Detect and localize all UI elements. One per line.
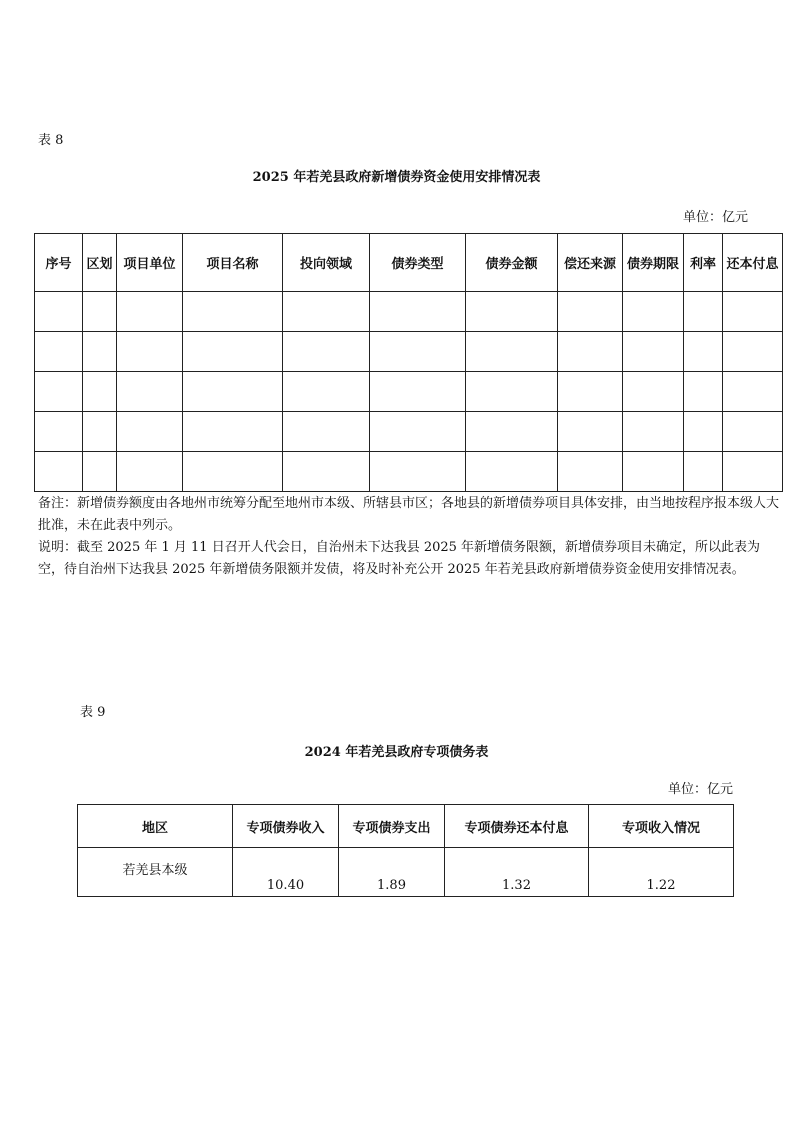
table-cell [723,332,783,372]
table-cell [117,372,183,412]
table-cell [183,372,283,412]
table-cell [466,412,558,452]
table-cell [83,372,117,412]
header-region: 地区 [78,805,233,848]
table-cell [623,292,684,332]
table-cell [117,412,183,452]
table-cell [35,452,83,492]
table-cell [684,412,723,452]
table-cell [35,412,83,452]
cell-repayment: 1.32 [445,848,589,897]
table-cell [83,332,117,372]
table-cell [117,452,183,492]
header-project-unit: 项目单位 [117,234,183,292]
table-cell [283,412,370,452]
table8-label: 表 8 [38,133,64,148]
table-cell [623,332,684,372]
table-cell [283,372,370,412]
table-row [35,452,783,492]
header-interest-rate: 利率 [684,234,723,292]
cell-region: 若羌县本级 [78,848,233,897]
table-cell [558,292,623,332]
table-cell [623,452,684,492]
cell-special-income: 1.22 [589,848,734,897]
table-cell [466,372,558,412]
table-cell [723,452,783,492]
table-cell [370,412,466,452]
table-row [78,848,734,897]
table-cell [370,332,466,372]
table-row [35,372,783,412]
table-cell [723,412,783,452]
header-investment-field: 投向领域 [283,234,370,292]
table-cell [684,332,723,372]
table-cell [183,412,283,452]
header-special-bond-expenditure: 专项债券支出 [339,805,445,848]
table-cell [35,292,83,332]
table-cell [558,452,623,492]
header-bond-amount: 债券金额 [466,234,558,292]
table-cell [684,292,723,332]
header-bond-type: 债券类型 [370,234,466,292]
table-cell [283,332,370,372]
table-cell [283,292,370,332]
table-cell [684,452,723,492]
table-cell [466,332,558,372]
header-special-income: 专项收入情况 [589,805,734,848]
cell-income: 10.40 [233,848,339,897]
header-project-name: 项目名称 [183,234,283,292]
table9-unit: 单位：亿元 [668,782,734,797]
table-cell [723,292,783,332]
header-bond-term: 债券期限 [623,234,684,292]
table-cell [370,372,466,412]
table-cell [83,412,117,452]
cell-expenditure: 1.89 [339,848,445,897]
note-text: 备注：新增债券额度由各地州市统筹分配至地州市本级、所辖县市区；各地县的新增债券项目具体安排，由当地按程序报本级人大批准，未在此表中列示。 [38,496,780,533]
table-cell [83,292,117,332]
table-cell [623,412,684,452]
table-cell [83,452,117,492]
table-cell [684,372,723,412]
table-cell [283,452,370,492]
table8-notes [38,493,786,581]
table-cell [623,372,684,412]
table-cell [183,332,283,372]
explanation-text: 说明：截至 2025 年 1 月 11 日召开人代会日，自治州未下达我县 2025 年新增债务限额，新增债券项目未确定，所以此表为空，待自治州下达我县 2025 年新增债务限额并发债，将及时补充公开 2025 年若羌县政府新增债券资金使用安排情况表。 [38,540,761,577]
table8-title: 2025 年若羌县政府新增债券资金使用安排情况表 [252,170,541,185]
header-special-bond-income: 专项债券收入 [233,805,339,848]
table-cell [183,452,283,492]
header-repayment-source: 偿还来源 [558,234,623,292]
table-cell [35,332,83,372]
table9 [77,804,734,897]
table-row [35,292,783,332]
table9-title: 2024 年若羌县政府专项债务表 [304,745,489,760]
header-principal-interest: 还本付息 [723,234,783,292]
table-cell [183,292,283,332]
header-special-bond-repayment: 专项债券还本付息 [445,805,589,848]
table-cell [466,452,558,492]
table-cell [466,292,558,332]
table-cell [117,292,183,332]
table-cell [117,332,183,372]
table-cell [558,412,623,452]
table-cell [558,332,623,372]
table8 [34,233,783,492]
table-cell [370,292,466,332]
table-row [35,332,783,372]
table-cell [723,372,783,412]
table-cell [35,372,83,412]
table8-unit: 单位：亿元 [683,210,749,225]
table-row [35,412,783,452]
table-cell [370,452,466,492]
table-cell [558,372,623,412]
table8-header-row [35,234,783,292]
header-seq: 序号 [35,234,83,292]
table9-header-row [78,805,734,848]
header-district: 区划 [83,234,117,292]
table9-label: 表 9 [80,705,106,720]
